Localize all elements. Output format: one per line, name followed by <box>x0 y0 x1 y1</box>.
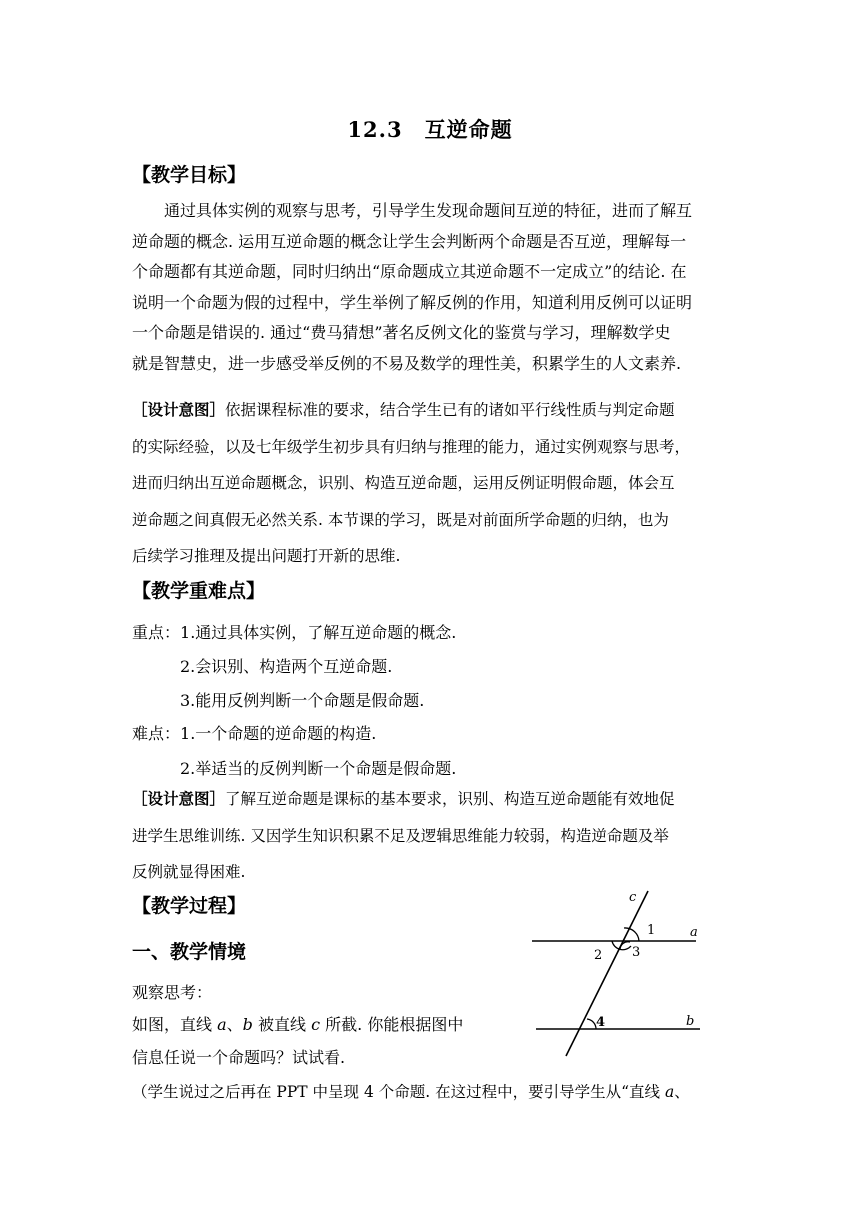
design-note-text: 依据课程标准的要求，结合学生已有的诸如平行线性质与判定命题 <box>225 401 675 419</box>
variable-a: a <box>217 1015 227 1034</box>
text-line <box>132 781 734 818</box>
text-line: 的实际经验，以及七年级学生初步具有归纳与推理的能力，通过实例观察与思考， <box>132 437 691 456</box>
text-line <box>132 392 734 429</box>
question-line-1 <box>132 1012 463 1035</box>
angle-3-label: 3 <box>632 945 641 960</box>
question-line-2: 信息任说一个命题吗？试试看. <box>132 1048 346 1067</box>
label-c: c <box>629 890 637 905</box>
text-run: 、 <box>226 1015 243 1034</box>
text-line: 进学生思维训练. 又因学生知识积累不足及逻辑思维能力较弱，构造逆命题及举 <box>132 826 669 845</box>
text-run: 所截. 你能根据图中 <box>320 1015 464 1034</box>
key-point-1 <box>132 620 456 643</box>
key-point-3: 3.能用反例判断一个命题是假命题. <box>180 691 425 710</box>
key-label: 重点： <box>132 623 181 642</box>
label-a: a <box>690 925 698 940</box>
angle-1-label: 1 <box>647 923 656 938</box>
difficult-point-2: 2.举适当的反例判断一个命题是假命题. <box>180 759 457 778</box>
text-line: 反例就显得困难. <box>132 863 246 881</box>
text-line: 一个命题是错误的. 通过“费马猜想”著名反例文化的鉴赏与学习，理解数学史 <box>132 323 671 342</box>
design-note-1 <box>132 392 734 575</box>
design-note-2 <box>132 781 734 891</box>
line-c <box>566 891 648 1056</box>
variable-c: c <box>311 1015 321 1034</box>
angle-2-label: 2 <box>594 948 603 963</box>
design-note-tag: ［设计意图］ <box>132 790 226 808</box>
variable-a: a <box>664 1083 675 1101</box>
process-note-line <box>132 1080 690 1102</box>
text-line: 就是智慧史，进一步感受举反例的不易及数学的理性美，积累学生的人文素养. <box>132 353 682 373</box>
text-line: 通过具体实例的观察与思考，引导学生发现命题间互逆的特征，进而了解互 <box>132 201 693 220</box>
design-note-tag: ［设计意图］ <box>132 401 226 419</box>
angle-4-arc <box>587 1019 596 1029</box>
design-note-text: 了解互逆命题是课标的基本要求，识别、构造互逆命题能有效地促 <box>225 790 675 808</box>
difficult-point-1 <box>132 721 376 744</box>
objectives-paragraph <box>132 196 732 379</box>
variable-b: b <box>242 1015 253 1034</box>
text-line: 进而归纳出互逆命题概念，识别、构造互逆命题，运用反例证明假命题，体会互 <box>132 474 675 492</box>
text-run: 如图，直线 <box>132 1015 218 1034</box>
text-line: 说明一个命题为假的过程中，学生举例了解反例的作用，知道利用反例可以证明 <box>132 292 693 312</box>
text-line: 个命题都有其逆命题，同时归纳出“原命题成立其逆命题不一定成立”的结论. 在 <box>132 262 687 281</box>
text-line: 逆命题的概念. 运用互逆命题的概念让学生会判断两个命题是否互逆，理解每一 <box>132 231 687 251</box>
difficult-item: 1.一个命题的逆命题的构造. <box>180 724 377 743</box>
key-point-2: 2.会识别、构造两个互逆命题. <box>180 657 393 676</box>
transversal-diagram <box>528 884 708 1059</box>
section-heading-process: 【教学过程】 <box>132 895 247 917</box>
page-title: 12.3 互逆命题 <box>347 117 513 142</box>
text-run: 被直线 <box>252 1015 312 1034</box>
key-item: 1.通过具体实例，了解互逆命题的概念. <box>180 623 457 642</box>
section-heading-objectives: 【教学目标】 <box>132 164 247 186</box>
text-run: 、 <box>674 1083 690 1101</box>
geometry-figure <box>528 884 708 1059</box>
section-heading-situation: 一、教学情境 <box>132 941 247 963</box>
difficult-label: 难点： <box>132 724 181 743</box>
text-line: 逆命题之间真假无必然关系. 本节课的学习，既是对前面所学命题的归纳，也为 <box>132 510 669 529</box>
angle-4-label: 4 <box>596 1015 606 1030</box>
text-line: 后续学习推理及提出问题打开新的思维. <box>132 547 401 565</box>
observe-label: 观察思考： <box>132 983 213 1002</box>
section-heading-key-points: 【教学重难点】 <box>132 580 266 602</box>
label-b: b <box>686 1014 695 1029</box>
text-run: （学生说过之后再在 PPT 中呈现 4 个命题. 在这过程中，要引导学生从“直线 <box>132 1083 665 1101</box>
